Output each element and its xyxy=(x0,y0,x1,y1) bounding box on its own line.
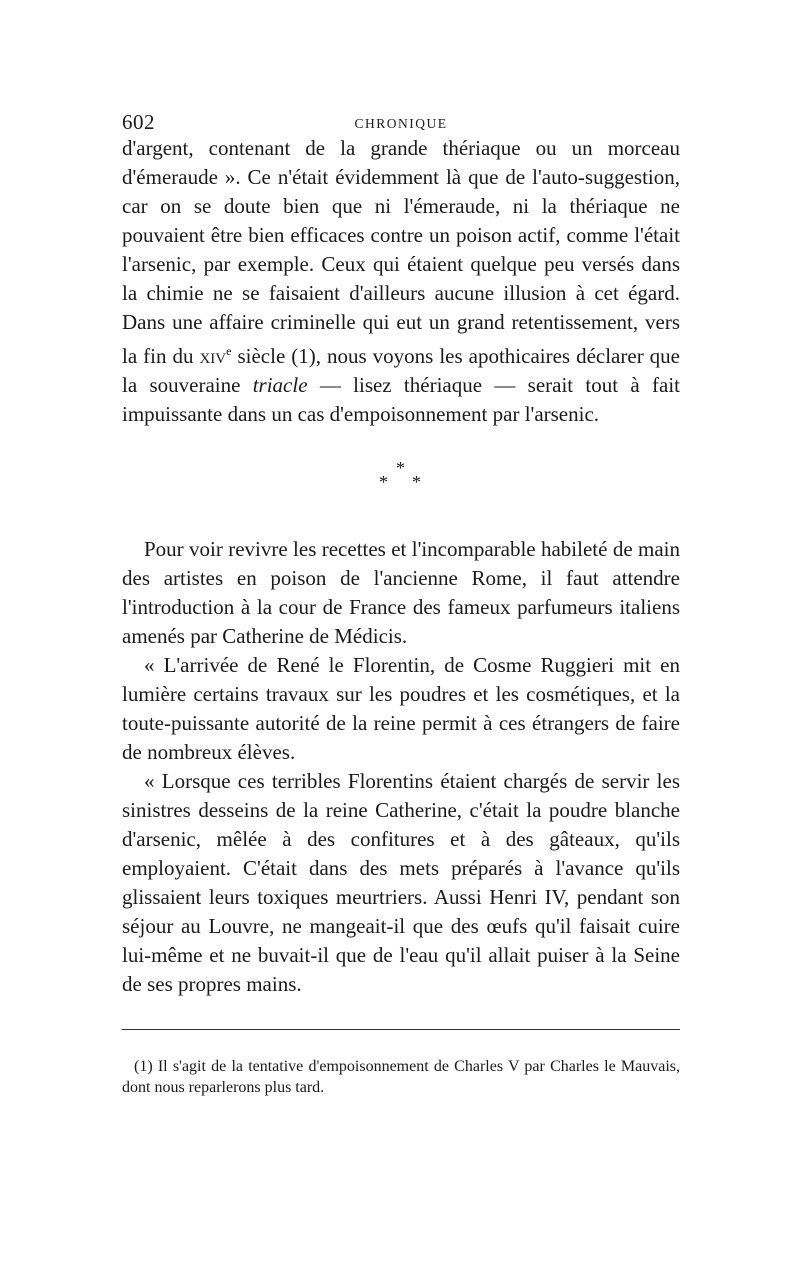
century-suffix: e xyxy=(226,344,232,358)
paragraph-4: « Lorsque ces terribles Florentins étaient chargés de servir les sinistres desseins de la reine Catherine, c'était la poudre blanche d'arsenic, mêlée à des confitures et à des gâteaux, qu'ils employaient. C'était dans des mets préparés à l'avance qu'ils glissaient leurs toxiques meurtriers. Aussi Henri IV, pendant son séjour au Louvre, ne mangeait-il que des œufs qu'il faisait cuire lui-même et ne buvait-il que de l'eau qu'il allait puiser à la Seine de ses propres mains. xyxy=(122,769,680,996)
paragraph-3: « L'arrivée de René le Florentin, de Cosme Ruggieri mit en lumière certains travaux sur les poudres et les cosmétiques, et la toute-puissante autorité de la reine permit à ces étrangers de faire de nombreux élèves. xyxy=(122,653,680,764)
footnote: (1) Il s'agit de la tentative d'empoisonnement de Charles V par Charles le Mauvais, dont nous reparlerons plus tard. xyxy=(122,1058,680,1096)
asterism-star-top: * xyxy=(396,458,405,478)
century-numeral: xiv xyxy=(199,344,227,368)
paragraph-1-text: d'argent, contenant de la grande thériaque ou un morceau d'émeraude ». Ce n'était évidemment là que de l'auto-suggestion, car on se doute bien que ni l'émeraude, ni la thériaque ne pouvaient être bien efficaces contre un poison actif, comme l'était l'arsenic, par exemple. Ceux qui étaient quelque peu versés dans la chimie ne se faisaient d'ailleurs aucune illusion à cet égard. Dans une affaire criminelle qui eut un grand retentissement, vers la fin du xyxy=(122,136,680,368)
asterism-star-left: * xyxy=(379,472,388,492)
paragraph-2: Pour voir revivre les recettes et l'incomparable habileté de main des artistes en poison de l'ancienne Rome, il faut attendre l'introduction à la cour de France des fameux parfumeurs italiens amenés par Catherine de Médicis. xyxy=(122,537,680,648)
footnote-rule xyxy=(122,1029,680,1030)
running-head xyxy=(122,104,680,134)
paragraph-1-end: — lisez thériaque — serait tout à fait impuissante dans un cas d'empoisonnement par l'arsenic. xyxy=(122,373,680,426)
paragraph-1-continued: siècle (1), nous voyons les apothicaires déclarer que la souveraine xyxy=(122,344,681,397)
italic-word: triacle xyxy=(252,373,308,397)
book-page xyxy=(122,104,680,1114)
asterism xyxy=(122,459,680,515)
running-title: CHRONIQUE xyxy=(354,116,448,131)
page-number: 602 xyxy=(122,110,155,134)
body-text xyxy=(122,134,680,999)
paragraph-1 xyxy=(122,134,680,429)
asterism-star-right: * xyxy=(412,472,421,492)
